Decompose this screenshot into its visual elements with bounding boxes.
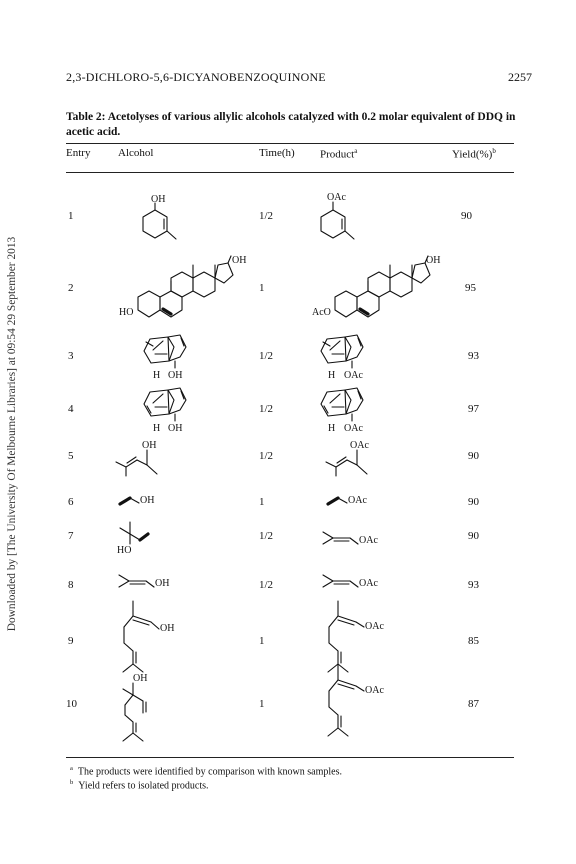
row-8-product-structure <box>320 567 400 593</box>
row-8-alcohol-structure <box>116 567 196 593</box>
row-9-entry: 9 <box>68 635 74 647</box>
row-10-yield: 87 <box>468 698 479 710</box>
row-8-time: 1/2 <box>259 579 274 591</box>
row-9-time: 1 <box>259 635 265 647</box>
svg-text:OH: OH <box>142 440 157 451</box>
row-2-time: 1 <box>259 282 265 294</box>
row-3-yield: 93 <box>468 350 479 362</box>
row-3-product-structure <box>318 333 390 383</box>
row-10-entry: 10 <box>66 698 77 710</box>
footnote-a <box>70 765 342 777</box>
svg-text:OAc: OAc <box>359 535 378 546</box>
svg-text:HO: HO <box>119 307 134 318</box>
svg-text:OAc: OAc <box>344 370 363 381</box>
row-6-time: 1 <box>259 496 265 508</box>
row-7-time: 1/2 <box>259 530 274 542</box>
row-4-alcohol-structure <box>141 386 205 436</box>
row-8-entry: 8 <box>68 579 74 591</box>
footnote-a-mark: a <box>70 765 73 772</box>
footnote-b-text: Yield refers to isolated products. <box>78 780 209 792</box>
svg-text:OAc: OAc <box>359 578 378 589</box>
svg-text:OH: OH <box>160 623 175 634</box>
header-alcohol: Alcohol <box>118 147 154 159</box>
row-4-entry: 4 <box>68 403 74 415</box>
svg-text:OAc: OAc <box>348 495 367 506</box>
svg-text:H: H <box>328 370 336 381</box>
table-header-rule <box>66 172 514 173</box>
row-2-product-structure <box>306 251 441 323</box>
svg-text:OAc: OAc <box>350 440 369 451</box>
svg-text:OH: OH <box>133 673 148 684</box>
download-watermark-text: Downloaded by [The University Of Melbourne Libraries] at 09:54 29 September 2013 <box>6 236 18 632</box>
svg-text:OAc: OAc <box>365 685 384 696</box>
header-product-label: Product <box>320 148 355 161</box>
row-5-yield: 90 <box>468 450 479 462</box>
header-yield <box>452 147 496 161</box>
header-time: Time(h) <box>259 147 295 159</box>
row-4-time: 1/2 <box>259 403 274 415</box>
row-3-time: 1/2 <box>259 350 274 362</box>
table-caption: Table 2: Acetolyses of various allylic alcohols catalyzed with 0.2 molar equivalent of DDQ in acetic acid. <box>66 111 516 138</box>
row-10-product-structure <box>318 660 408 742</box>
row-6-product-structure <box>325 490 395 510</box>
footnote-b <box>70 779 209 791</box>
download-watermark <box>5 184 19 684</box>
header-product-footnote-mark: a <box>354 147 358 155</box>
row-2-alcohol-structure <box>116 251 247 323</box>
running-head-title: 2,3-DICHLORO-5,6-DICYANOBENZOQUINONE <box>66 70 326 84</box>
row-7-product-structure <box>320 524 400 550</box>
row-9-alcohol-structure <box>113 596 193 678</box>
page-number: 2257 <box>508 70 532 84</box>
svg-text:OAc: OAc <box>327 192 346 203</box>
svg-text:OH: OH <box>155 578 170 589</box>
row-1-alcohol-structure <box>138 195 198 255</box>
table-top-rule <box>66 143 514 144</box>
row-1-product-structure <box>316 188 376 254</box>
row-2-yield: 95 <box>465 282 476 294</box>
row-10-alcohol-structure <box>113 667 183 747</box>
footnote-a-text: The products were identified by comparison with known samples. <box>77 766 342 778</box>
footnote-b-mark: b <box>70 779 74 786</box>
svg-text:OH: OH <box>140 495 155 506</box>
svg-text:OH: OH <box>232 255 247 266</box>
row-6-yield: 90 <box>468 496 479 508</box>
table-bottom-rule <box>66 757 514 758</box>
row-7-alcohol-structure <box>117 520 177 556</box>
svg-text:AcO: AcO <box>312 307 331 318</box>
row-6-alcohol-structure <box>117 490 187 510</box>
row-4-product-structure <box>318 386 390 436</box>
row-2-entry: 2 <box>68 282 74 294</box>
row-1-yield: 90 <box>461 210 472 222</box>
row-1-entry: 1 <box>68 210 74 222</box>
svg-text:OH: OH <box>151 194 166 205</box>
row-5-time: 1/2 <box>259 450 274 462</box>
header-yield-label: Yield(%) <box>452 148 493 161</box>
svg-text:OH: OH <box>426 255 441 266</box>
svg-text:H: H <box>153 370 161 381</box>
row-8-yield: 93 <box>468 579 479 591</box>
row-3-entry: 3 <box>68 350 74 362</box>
header-entry: Entry <box>66 147 91 159</box>
row-10-time: 1 <box>259 698 265 710</box>
svg-text:HO: HO <box>117 545 132 556</box>
row-6-entry: 6 <box>68 496 74 508</box>
header-yield-footnote-mark: b <box>492 147 496 155</box>
svg-text:H: H <box>328 423 336 434</box>
svg-text:OH: OH <box>168 370 183 381</box>
row-4-yield: 97 <box>468 403 479 415</box>
svg-text:OH: OH <box>168 423 183 434</box>
svg-text:OAc: OAc <box>365 621 384 632</box>
header-product <box>320 147 357 161</box>
row-5-product-structure <box>323 436 383 480</box>
row-9-yield: 85 <box>468 635 479 647</box>
row-1-time: 1/2 <box>259 210 274 222</box>
svg-text:OAc: OAc <box>344 423 363 434</box>
row-5-entry: 5 <box>68 450 74 462</box>
row-3-alcohol-structure <box>141 333 205 383</box>
running-head <box>66 70 532 86</box>
row-5-alcohol-structure <box>113 436 173 480</box>
row-7-yield: 90 <box>468 530 479 542</box>
row-7-entry: 7 <box>68 530 74 542</box>
svg-text:H: H <box>153 423 161 434</box>
